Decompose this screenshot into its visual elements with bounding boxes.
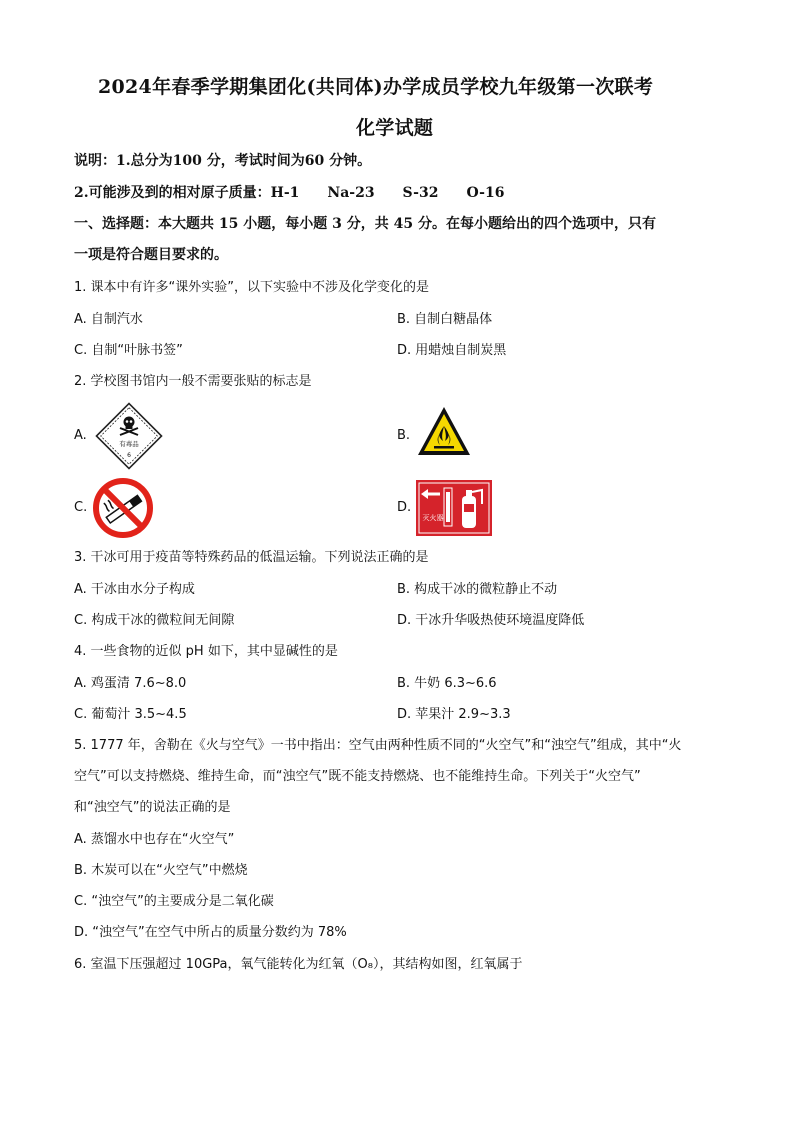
q2-stem: 2. 学校图书馆内一般不需要张贴的标志是 bbox=[74, 374, 312, 389]
flammable-warning-icon bbox=[416, 404, 472, 460]
q5-option-b: B. 木炭可以在“火空气”中燃烧 bbox=[74, 863, 248, 878]
section-header-line-2: 一项是符合题目要求的。 bbox=[74, 247, 228, 263]
q1-option-d: D. 用蜡烛自制炭黑 bbox=[397, 343, 507, 358]
q5-stem-line-3: 和“浊空气”的说法正确的是 bbox=[74, 800, 231, 815]
q6-stem: 6. 室温下压强超过 10GPa，氧气能转化为红氧（O₈），其结构如图，红氧属于 bbox=[74, 957, 523, 972]
q1-option-c: C. 自制“叶脉书签” bbox=[74, 343, 183, 358]
q5-option-d: D. “浊空气”在空气中所占的质量分数约为 78% bbox=[74, 925, 347, 940]
q5-option-c: C. “浊空气”的主要成分是二氧化碳 bbox=[74, 894, 274, 909]
q2-option-a: A. bbox=[74, 428, 87, 443]
fire-extinguisher-sign-icon bbox=[416, 480, 492, 536]
note-line-2: 2.可能涉及到的相对原子质量：H-1 Na-23 S-32 O-16 bbox=[74, 185, 505, 201]
q4-stem: 4. 一些食物的近似 pH 如下，其中显碱性的是 bbox=[74, 644, 338, 659]
q4-option-a: A. 鸡蛋清 7.6~8.0 bbox=[74, 676, 187, 691]
q4-option-c: C. 葡萄汁 3.5~4.5 bbox=[74, 707, 187, 722]
q3-option-a: A. 干冰由水分子构成 bbox=[74, 582, 195, 597]
fire-extinguisher-sign-label: 灭火器 bbox=[422, 514, 444, 522]
q2-option-d: D. bbox=[397, 500, 412, 515]
q3-option-b: B. 构成干冰的微粒静止不动 bbox=[397, 582, 558, 597]
q3-stem: 3. 干冰可用于疫苗等特殊药品的低温运输。下列说法正确的是 bbox=[74, 550, 429, 565]
section-header-line-1: 一、选择题：本大题共 15 小题，每小题 3 分，共 45 分。在每小题给出的四个选项中，只有 bbox=[74, 216, 656, 232]
q4-option-b: B. 牛奶 6.3~6.6 bbox=[397, 676, 497, 691]
no-smoking-icon bbox=[92, 477, 154, 539]
q1-stem: 1. 课本中有许多“课外实验”，以下实验中不涉及化学变化的是 bbox=[74, 280, 430, 295]
q4-option-d: D. 苹果汁 2.9~3.3 bbox=[397, 707, 511, 722]
q1-option-b: B. 自制白糖晶体 bbox=[397, 312, 493, 327]
exam-title: 2024年春季学期集团化(共同体)办学成员学校九年级第一次联考 bbox=[98, 76, 654, 98]
exam-subtitle: 化学试题 bbox=[356, 117, 434, 139]
q2-option-b: B. bbox=[397, 428, 411, 443]
toxic-sign-icon bbox=[93, 400, 165, 472]
q1-option-a: A. 自制汽水 bbox=[74, 312, 143, 327]
q3-option-c: C. 构成干冰的微粒间无间隙 bbox=[74, 613, 235, 628]
q5-stem-line-1: 5. 1777 年，舍勒在《火与空气》一书中指出：空气由两种性质不同的“火空气”和“浊空气”组成，其中“火 bbox=[74, 738, 682, 753]
q5-option-a: A. 蒸馏水中也存在“火空气” bbox=[74, 832, 235, 847]
note-line-1: 说明：1.总分为100 分，考试时间为60 分钟。 bbox=[74, 153, 372, 169]
toxic-sign-number: 6 bbox=[127, 452, 131, 459]
q2-option-c: C. bbox=[74, 500, 88, 515]
q3-option-d: D. 干冰升华吸热使环境温度降低 bbox=[397, 613, 585, 628]
toxic-sign-label: 有毒品 bbox=[119, 440, 139, 448]
q5-stem-line-2: 空气”可以支持燃烧、维持生命，而“浊空气”既不能支持燃烧、也不能维持生命。下列关于“火空气” bbox=[74, 769, 641, 784]
